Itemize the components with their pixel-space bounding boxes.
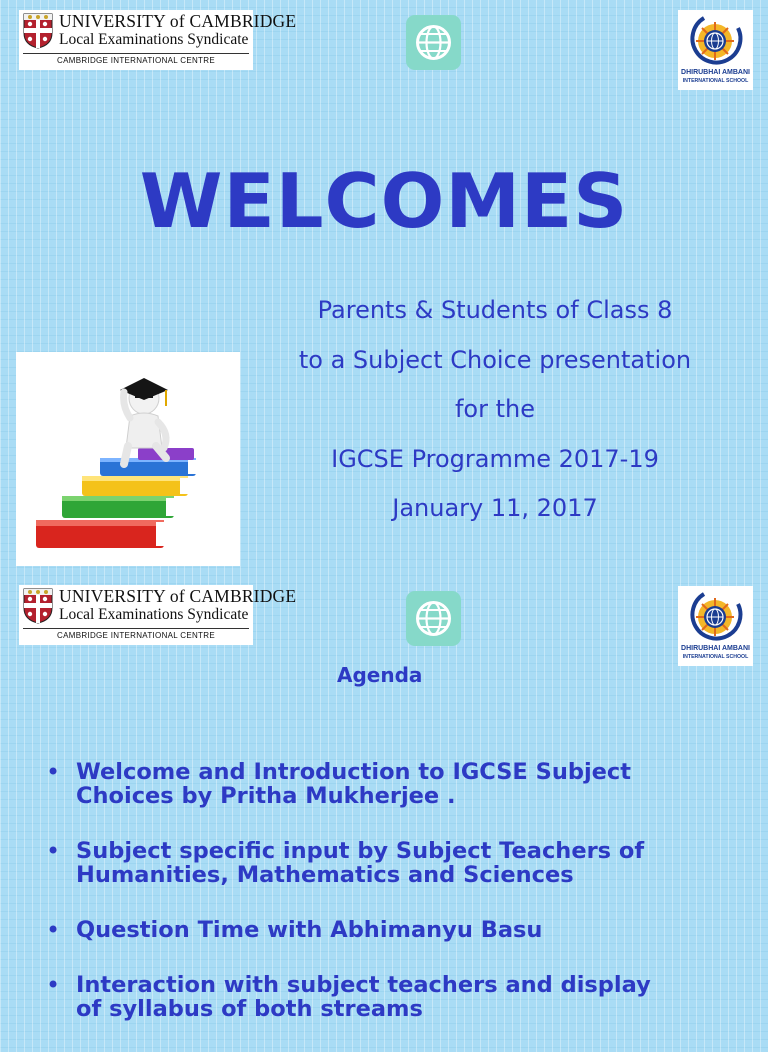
globe-icon bbox=[406, 15, 461, 70]
invitation-text bbox=[250, 286, 740, 534]
agenda-item bbox=[46, 918, 756, 942]
cambridge-line3: CAMBRIDGE INTERNATIONAL CENTRE bbox=[57, 56, 215, 65]
cambridge-line1: UNIVERSITY of CAMBRIDGE bbox=[59, 586, 297, 606]
bullet-icon: • bbox=[46, 837, 61, 865]
agenda-item-line: Humanities, Mathematics and Sciences bbox=[76, 862, 574, 888]
school-logo bbox=[678, 586, 753, 666]
agenda-item-line: Interaction with subject teachers and display bbox=[76, 972, 651, 998]
agenda-item-line: Question Time with Abhimanyu Basu bbox=[76, 917, 543, 943]
agenda-item-line: Subject specific input by Subject Teachers of bbox=[76, 838, 645, 864]
agenda-item bbox=[46, 760, 756, 808]
globe-icon bbox=[406, 591, 461, 646]
graduate-on-books-illustration bbox=[16, 352, 240, 566]
cambridge-line2: Local Examinations Syndicate bbox=[59, 31, 249, 48]
agenda-item-line: of syllabus of both streams bbox=[76, 996, 423, 1022]
agenda-title: Agenda bbox=[337, 663, 423, 687]
bullet-icon: • bbox=[46, 971, 61, 999]
cambridge-shield-icon bbox=[23, 13, 53, 49]
school-logo-text bbox=[678, 645, 753, 661]
school-name: DHIRUBHAI AMBANI bbox=[681, 69, 750, 76]
agenda-item-text bbox=[76, 973, 756, 1021]
school-emblem-icon bbox=[678, 10, 753, 70]
school-logo-text bbox=[678, 69, 753, 85]
school-subtitle: INTERNATIONAL SCHOOL bbox=[682, 78, 749, 84]
cambridge-logo bbox=[19, 585, 297, 645]
cambridge-logo bbox=[19, 10, 297, 70]
slide-agenda bbox=[0, 575, 768, 1024]
school-subtitle: INTERNATIONAL SCHOOL bbox=[682, 654, 749, 660]
invitation-line: January 11, 2017 bbox=[392, 494, 598, 522]
agenda-item-line: Choices by Pritha Mukherjee . bbox=[76, 783, 456, 809]
school-logo bbox=[678, 10, 753, 90]
agenda-list bbox=[46, 760, 756, 1052]
cambridge-line2: Local Examinations Syndicate bbox=[59, 606, 249, 623]
invitation-line: Parents & Students of Class 8 bbox=[317, 296, 673, 324]
school-emblem-icon bbox=[678, 586, 753, 646]
agenda-item-text bbox=[76, 918, 756, 942]
welcome-heading: WELCOMES bbox=[139, 157, 629, 245]
agenda-item bbox=[46, 839, 756, 887]
agenda-item-text bbox=[76, 760, 756, 808]
cambridge-line3: CAMBRIDGE INTERNATIONAL CENTRE bbox=[57, 631, 215, 640]
bullet-icon: • bbox=[46, 758, 61, 786]
bullet-icon: • bbox=[46, 916, 61, 944]
invitation-line: to a Subject Choice presentation bbox=[298, 345, 692, 374]
school-name: DHIRUBHAI AMBANI bbox=[681, 645, 750, 652]
cambridge-divider bbox=[23, 53, 249, 54]
agenda-item-line: Welcome and Introduction to IGCSE Subject bbox=[76, 759, 632, 785]
invitation-line: for the bbox=[454, 395, 535, 423]
cambridge-line1: UNIVERSITY of CAMBRIDGE bbox=[59, 11, 297, 31]
agenda-item-text bbox=[76, 839, 756, 887]
cambridge-divider bbox=[23, 628, 249, 629]
cambridge-shield-icon bbox=[23, 588, 53, 624]
invitation-line: IGCSE Programme 2017-19 bbox=[331, 444, 659, 473]
agenda-item bbox=[46, 973, 756, 1021]
